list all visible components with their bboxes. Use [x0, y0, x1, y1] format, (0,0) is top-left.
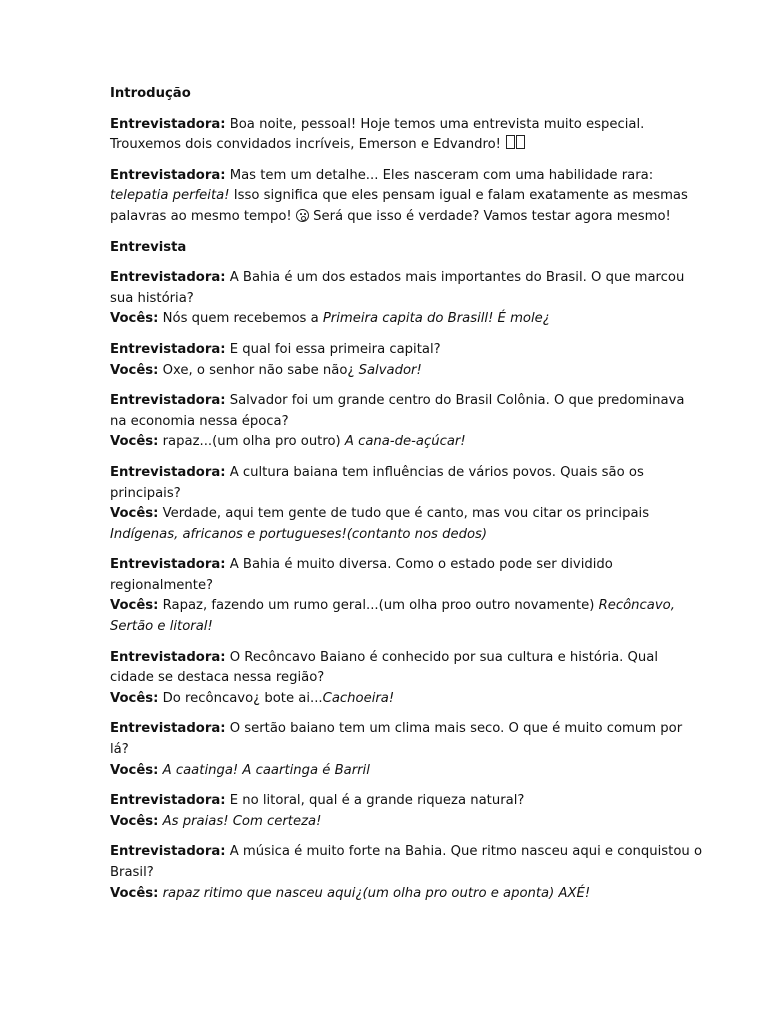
interviewer-label: Entrevistadora: [110, 341, 226, 357]
answer-line [110, 884, 670, 905]
paragraph-text: Mas tem um detalhe... Eles nasceram com uma habilidade rara: [225, 167, 654, 183]
interviewer-label: Entrevistadora: [110, 393, 226, 409]
speaker-label: Entrevistadora: [110, 167, 226, 183]
answer-line [110, 309, 670, 330]
qa-block [110, 268, 685, 330]
interviewer-label: Entrevistadora: [110, 721, 226, 737]
intro-heading: Introdução [110, 86, 191, 101]
guests-label: Vocês: [110, 598, 159, 614]
question-text: sua história? [110, 290, 194, 306]
answer-text: Nós quem recebemos a [158, 311, 323, 327]
question-text: E no litoral, qual é a grande riqueza natural? [225, 793, 525, 809]
answer-line [110, 504, 670, 525]
paragraph-line [110, 166, 670, 187]
question-text: Salvador foi um grande centro do Brasil Colônia. O que predominava [225, 393, 685, 409]
intro-paragraph-2 [110, 166, 688, 228]
answer-line [110, 812, 670, 833]
guests-label: Vocês: [110, 885, 159, 901]
question-line [110, 648, 670, 669]
question-text: A cultura baiana tem influências de vários povos. Quais são os [225, 464, 644, 480]
question-text: O sertão baiano tem um clima mais seco. O que é muito comum por [225, 721, 683, 737]
qa-block [110, 842, 703, 904]
question-text: Brasil? [110, 865, 154, 880]
question-text: principais? [110, 485, 181, 501]
paragraph-text: Trouxemos dois convidados incríveis, Emerson e Edvandro! [110, 137, 506, 153]
interviewer-label: Entrevistadora: [110, 649, 226, 665]
answer-text: Oxe, o senhor não sabe não¿ [158, 362, 359, 378]
document-page [110, 84, 703, 914]
qa-block [110, 791, 670, 832]
question-text: O Recôncavo Baiano é conhecido por sua cultura e história. Qual [225, 649, 659, 665]
answer-line [110, 617, 670, 638]
question-line [110, 555, 670, 576]
paragraph-text: Boa noite, pessoal! Hoje temos uma entrevista muito especial. [225, 116, 645, 132]
guests-label: Vocês: [110, 813, 159, 829]
paragraph-line [110, 186, 688, 207]
question-line [110, 391, 685, 412]
guests-label: Vocês: [110, 434, 159, 450]
guests-label: Vocês: [110, 362, 159, 378]
interviewer-label: Entrevistadora: [110, 557, 226, 573]
answer-emphasis-text: rapaz ritimo que nasceu aqui¿(um olha pro outro e aponta) AXÉ! [162, 885, 591, 901]
interviewer-label: Entrevistadora: [110, 793, 226, 809]
emphasis-text: telepatia perfeita! [110, 188, 230, 204]
answer-emphasis-text: A cana-de-açúcar! [344, 434, 466, 450]
question-text: A Bahia é muito diversa. Como o estado pode ser dividido [225, 557, 613, 573]
question-text: E qual foi essa primeira capital? [225, 341, 441, 357]
question-line [110, 268, 685, 289]
question-text: lá? [110, 742, 129, 758]
qa-block [110, 391, 685, 453]
guests-label: Vocês: [110, 506, 159, 522]
answer-emphasis-text: Salvador! [358, 362, 422, 378]
answer-line [110, 525, 670, 546]
intro-paragraph-1 [110, 115, 670, 156]
question-line [110, 340, 670, 361]
paragraph-line [110, 135, 670, 156]
question-line [110, 791, 670, 812]
answer-line [110, 432, 670, 453]
question-line [110, 463, 670, 484]
guests-label: Vocês: [110, 690, 159, 706]
missing-glyph-icon [516, 135, 525, 149]
answer-text: Do recôncavo¿ bote ai... [158, 690, 323, 706]
answer-emphasis-text: Recôncavo, [598, 598, 675, 614]
paragraph-line [110, 115, 670, 136]
question-line [110, 668, 670, 689]
paragraph-text: Será que isso é verdade? Vamos testar agora mesmo! [308, 208, 671, 224]
paragraph-text: Isso significa que eles pensam igual e falam exatamente as mesmas [229, 188, 688, 204]
missing-glyph-icon [506, 135, 515, 149]
surprised-face-icon [296, 209, 309, 222]
question-line [110, 842, 703, 863]
question-line [110, 576, 670, 597]
qa-block [110, 340, 670, 381]
question-text: regionalmente? [110, 577, 214, 593]
guests-label: Vocês: [110, 311, 159, 327]
question-line [110, 863, 670, 884]
interviewer-label: Entrevistadora: [110, 844, 226, 860]
question-text: na economia nessa época? [110, 413, 289, 429]
question-line [110, 719, 683, 740]
qa-block [110, 555, 675, 637]
answer-line [110, 761, 670, 782]
guests-label: Vocês: [110, 762, 159, 778]
question-text: A Bahia é um dos estados mais importantes do Brasil. O que marcou [225, 270, 685, 286]
interviewer-label: Entrevistadora: [110, 270, 226, 286]
answer-line [110, 689, 670, 710]
answer-text: rapaz...(um olha pro outro) [158, 434, 345, 450]
answer-emphasis-text: Indígenas, africanos e portugueses!(contanto nos dedos) [110, 526, 488, 542]
answer-emphasis-text: Sertão e litoral! [110, 619, 213, 635]
answer-line [110, 596, 675, 617]
question-line [110, 289, 670, 310]
answer-emphasis-text: Primeira capita do Brasill! É mole¿ [322, 311, 550, 327]
answer-emphasis-text: As praias! Com certeza! [162, 813, 322, 829]
qa-block [110, 463, 670, 545]
interviewer-label: Entrevistadora: [110, 464, 226, 480]
interview-qa-list [110, 268, 703, 904]
paragraph-line [110, 207, 670, 228]
qa-block [110, 648, 670, 710]
question-line [110, 484, 670, 505]
answer-emphasis-text: Cachoeira! [322, 690, 395, 706]
answer-text: Verdade, aqui tem gente de tudo que é canto, mas vou citar os principais [158, 506, 650, 522]
answer-line [110, 361, 670, 382]
question-line [110, 412, 670, 433]
question-text: cidade se destaca nessa região? [110, 670, 325, 686]
answer-emphasis-text: A caatinga! A caartinga é Barril [162, 762, 370, 778]
question-line [110, 740, 670, 761]
speaker-label: Entrevistadora: [110, 116, 226, 132]
paragraph-text: palavras ao mesmo tempo! [110, 208, 296, 224]
qa-block [110, 719, 683, 781]
question-text: A música é muito forte na Bahia. Que ritmo nasceu aqui e conquistou o [225, 844, 703, 860]
answer-text: Rapaz, fazendo um rumo geral...(um olha proo outro novamente) [158, 598, 599, 614]
interview-heading: Entrevista [110, 239, 187, 255]
